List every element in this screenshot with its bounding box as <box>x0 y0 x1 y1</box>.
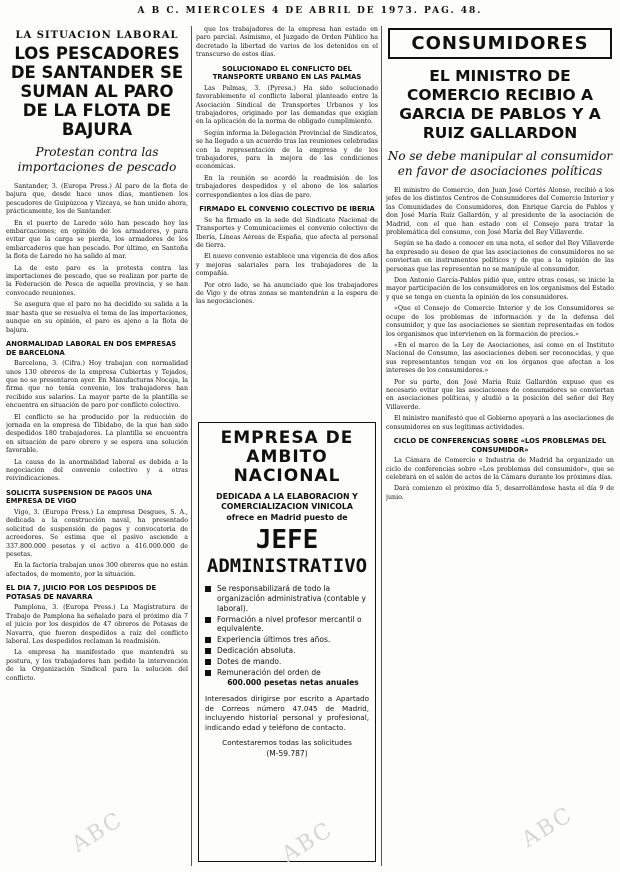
column-rule-right <box>381 26 382 866</box>
article-paragraph: Las Palmas, 3. (Pyresa.) Ha sido solucionado favorablemente el conflicto laboral planteado entre la Asociación Sindical de Transportes Urbanos y los trabajadores, originado por las demandas que exigían en la aplicación de la norma de obligado cumplimiento. <box>196 84 378 126</box>
section-kicker: LA SITUACION LABORAL <box>15 30 179 41</box>
bullet-square-icon <box>205 648 211 654</box>
article-paragraph: La empresa ha manifestado que mantendrá su postura, y los trabajadores han pedido la intervención de la Organización Sindical para la solución del conflicto. <box>6 649 188 682</box>
section-heading: ANORMALIDAD LABORAL EN DOS EMPRESAS DE BARCELONA <box>6 339 177 357</box>
ad-requirements-list <box>205 584 369 677</box>
article-paragraph: Se ha firmado en la sede del Sindicato Nacional de Transportes y Comunicaciones el convenio colectivo de Iberia, Líneas Aéreas de España, que afecta al personal de tierra. <box>196 216 378 249</box>
article-paragraph: Barcelona, 3. (Cifra.) Hoy trabajan con normalidad unos 130 obreros de la empresa Cubiertas y Tejados, que no se presentaron ayer. En Manufacturas Nocaja, la firma que no tenía convenio, los trabajadores han recibido sus salarios. La mayor parte de la plantilla se encuentra en situación de paro por conflicto colectivo. <box>6 360 188 410</box>
article-paragraph: Por otro lado, se ha anunciado que los trabajadores de Vigo y de otras zonas se mantendrán a la espera de las negociaciones. <box>196 281 378 306</box>
column-transport-news <box>196 26 378 416</box>
ad-subtitle: DEDICADA A LA ELABORACION Y COMERCIALIZACION VINICOLA <box>216 492 358 511</box>
article-paragraph: «En el marco de la Ley de Asociaciones, así como en el Instituto Nacional de Consumo, las asociaciones deben ser reconocidas, y que sus representantes tengan voz en los órganos que afectan a los intereses de los consumidores.» <box>386 341 614 375</box>
article-paragraph: El ministro manifestó que el Gobierno apoyará a las asociaciones de consumidores en sus legítimas actividades. <box>386 415 614 431</box>
section-heading: SOLICITA SUSPENSION DE PAGOS UNA EMPRESA DE VIGO <box>6 488 153 506</box>
ad-contact-info: Interesados dirigirse por escrito a Apartado de Correos número 47.045 de Madrid, incluyendo historial personal y profesional, indicando edad y teléfono de contacto. <box>205 694 369 732</box>
article-paragraph: La Cámara de Comercio e Industria de Madrid ha organizado un ciclo de conferencias sobre «Los problemas del consumidor», que se celebrará en el salón de actos de la Cámara durante los próximos días. <box>386 457 614 481</box>
column-labor-news <box>6 26 188 866</box>
article-paragraph: «Que el Consejo de Comercio Interior y de los Consumidores se ocupe de los problemas de información y de la defensa del consumidor, y que las asociaciones se sientan representadas en todos los organismos que intervienen en la formación de precios.» <box>386 305 614 338</box>
main-headline: LOS PESCADORES DE SANTANDER SE SUMAN AL PARO DE LA FLOTA DE BAJURA <box>10 44 184 139</box>
article-paragraph: En el puerto de Laredo sólo han pescado hoy las embarcaciones; en opinión de los armadores, y para evitar que la carga se pierda, los armadores de los embarcaderos que han pescado. Por último, en Santoña la flota de Laredo no ha salido al mar. <box>6 219 188 261</box>
section-heading: CICLO DE CONFERENCIAS SOBRE «LOS PROBLEMAS DEL CONSUMIDOR» <box>393 436 607 454</box>
ad-requirement: Dotes de mando. <box>205 657 369 667</box>
article-paragraph: La de este paro es la protesta contra las importaciones de pescado, que se realizan por parte de la Federación de Pesca de aquella provincia, y se han convocado reuniones. <box>6 264 188 297</box>
abc-watermark: ABC <box>67 807 128 858</box>
ad-offer: ofrece en Madrid puesto de <box>226 513 348 523</box>
consumers-headline: EL MINISTRO DE COMERCIO RECIBIO A GARCIA DE PABLOS Y A RUIZ GALLARDON <box>399 67 601 142</box>
abc-watermark: ABC <box>517 802 578 853</box>
ad-requirement: Remuneración del orden de <box>205 668 369 678</box>
article-paragraph: En la reunión se acordó la readmisión de los trabajadores despedidos y el abono de los salarios correspondientes a los días de paro. <box>196 174 378 199</box>
ad-requirement: Se responsabilizará de todo la organización administrativa (contable y laboral). <box>205 584 369 613</box>
article-paragraph: El conflicto se ha producido por la reducción de jornada en la empresa de Tibidabo, de la que han sido despedidos 180 trabajadores. La plantilla se encuentra en situación de paro obrero y se espera una solución favorable. <box>6 413 188 455</box>
article-paragraph: Según informa la Delegación Provincial de Sindicatos, se ha llegado a un acuerdo tras las reuniones celebradas con la representación de la empresa y de los trabajadores, para la mejora de las condiciones económicas. <box>196 129 378 171</box>
ad-position-title <box>205 526 369 578</box>
ad-position-line2: ADMINISTRATIVO <box>206 555 368 578</box>
article-paragraph: Según se ha dado a conocer en una nota, el señor del Rey Villaverde ha expresado su deseo de que las asociaciones de consumidores no se conviertan en instrumentos políticos y de que a la opinión de las personas que las representan no se manipule al consumidor. <box>386 240 614 273</box>
article-paragraph: La causa de la anormalidad laboral es debida a la negociación del convenio colectivo y a otras reivindicaciones. <box>6 458 188 483</box>
article-paragraph: Don Antonio García-Pablos pidió que, entre otras cosas, se inicie la mayor participación de los consumidores en los organismos del Estado y que se tenga en cuenta la opinión de los consumidores. <box>386 277 614 301</box>
section-banner: CONSUMIDORES <box>388 28 612 59</box>
bullet-square-icon <box>205 637 211 643</box>
abc-watermark: ABC <box>277 817 338 868</box>
bullet-square-icon <box>205 617 211 623</box>
article-paragraph: Se asegura que el paro no ha decidido su salida a la mar hasta que se resuelva el tema de las importaciones, aunque en su opinión, el paro es ajeno a la flota de bajura. <box>6 301 188 334</box>
article-paragraph: En la factoría trabajan unos 300 obreros que no están afectados, de momento, por la situación. <box>6 562 188 578</box>
article-paragraph: Vigo, 3. (Europa Press.) La empresa Desgues, S. A., dedicada a la construcción naval, ha presentado solicitud de suspensión de pagos y convocatoria de acreedores. Se estima que el pasivo asciende a 337.800.000 pesetas y el activo a 416.000.000 de pesetas. <box>6 508 188 558</box>
ad-requirement: Dedicación absoluta. <box>205 646 369 656</box>
job-advertisement <box>198 422 376 862</box>
column-consumers <box>386 26 614 866</box>
section-heading: EL DIA 7, JUICIO POR LOS DESPIDOS DE POTASAS DE NAVARRA <box>6 584 157 601</box>
ad-salary: 600.000 pesetas netas anuales <box>227 678 359 688</box>
bullet-square-icon <box>205 670 211 676</box>
ad-requirement: Experiencia últimos tres años. <box>205 635 369 645</box>
ad-position-line1: JEFE <box>255 525 319 556</box>
article-paragraph: El ministro de Comercio, don Juan José Cortés Alonso, recibió a los jefes de los distintos Centros de Consumidores del Comercio Interior y las Comunidades de Consumidores, don Enrique García de Pablos y don José María Ruiz Gallardón, y al presidente de la asociación de Madrid, con el que han estado con el Consejo para tratar la problemática del consumo, con José María del Rey Villaverde. <box>386 187 614 237</box>
bullet-square-icon <box>205 586 211 592</box>
section-heading: FIRMADO EL CONVENIO COLECTIVO DE IBERIA <box>199 205 375 214</box>
column-rule-left <box>191 26 192 866</box>
ad-title: EMPRESA DE AMBITO NACIONAL <box>220 428 354 486</box>
article-paragraph: Pamplona, 3. (Europa Press.) La Magistratura de Trabajo de Pamplona ha señalado para el próximo día 7 el juicio por los despidos de 47 obreros de Potasas de Navarra, que fueron despedidos a raíz del conflicto laboral. Los despedidos reclaman la readmisión. <box>6 604 188 646</box>
ad-requirement: Formación a nivel profesor mercantil o equivalente. <box>205 615 369 635</box>
bullet-square-icon <box>205 659 211 665</box>
consumers-subhead: No se debe manipular al consumidor en favor de asociaciones políticas <box>387 149 613 178</box>
article-paragraph: Por su parte, don José María Ruiz Gallardón expuso que es necesario evitar que las asociaciones de consumidores se conviertan en asociaciones políticas, y aludió a la posición del señor del Rey Villaverde. <box>386 378 614 411</box>
page-header: A B C. MIERCOLES 4 DE ABRIL DE 1973. PAG. 48. <box>137 6 483 16</box>
main-subhead: Protestan contra las importaciones de pescado <box>17 145 177 174</box>
ad-closing: Contestaremos todas las solicitudes <box>222 737 352 747</box>
article-paragraph: Dará comienzo el próximo día 5, desarrollándose hasta el día 9 de junio. <box>386 485 614 501</box>
ad-reference: (M-59.787) <box>266 749 308 759</box>
section-heading: SOLUCIONADO EL CONFLICTO DEL TRANSPORTE URBANO EN LAS PALMAS <box>212 64 362 82</box>
article-paragraph: El nuevo convenio establece una vigencia de dos años y mejoras salariales para los trabajadores de la compañía. <box>196 253 378 278</box>
article-paragraph: que los trabajadores de la empresa han estado en paro parcial. Asimismo, el Juzgado de Orden Público ha decretado la libertad de varios de los detenidos en el transcurso de estos días. <box>196 26 378 59</box>
article-paragraph: Santander, 3. (Europa Press.) Al paro de la flota de bajura que, desde hace unos días, mantienen los pescadores de Guipúzcoa y Vizcaya, se han unido ahora, prácticamente, los de Santander. <box>6 183 188 216</box>
